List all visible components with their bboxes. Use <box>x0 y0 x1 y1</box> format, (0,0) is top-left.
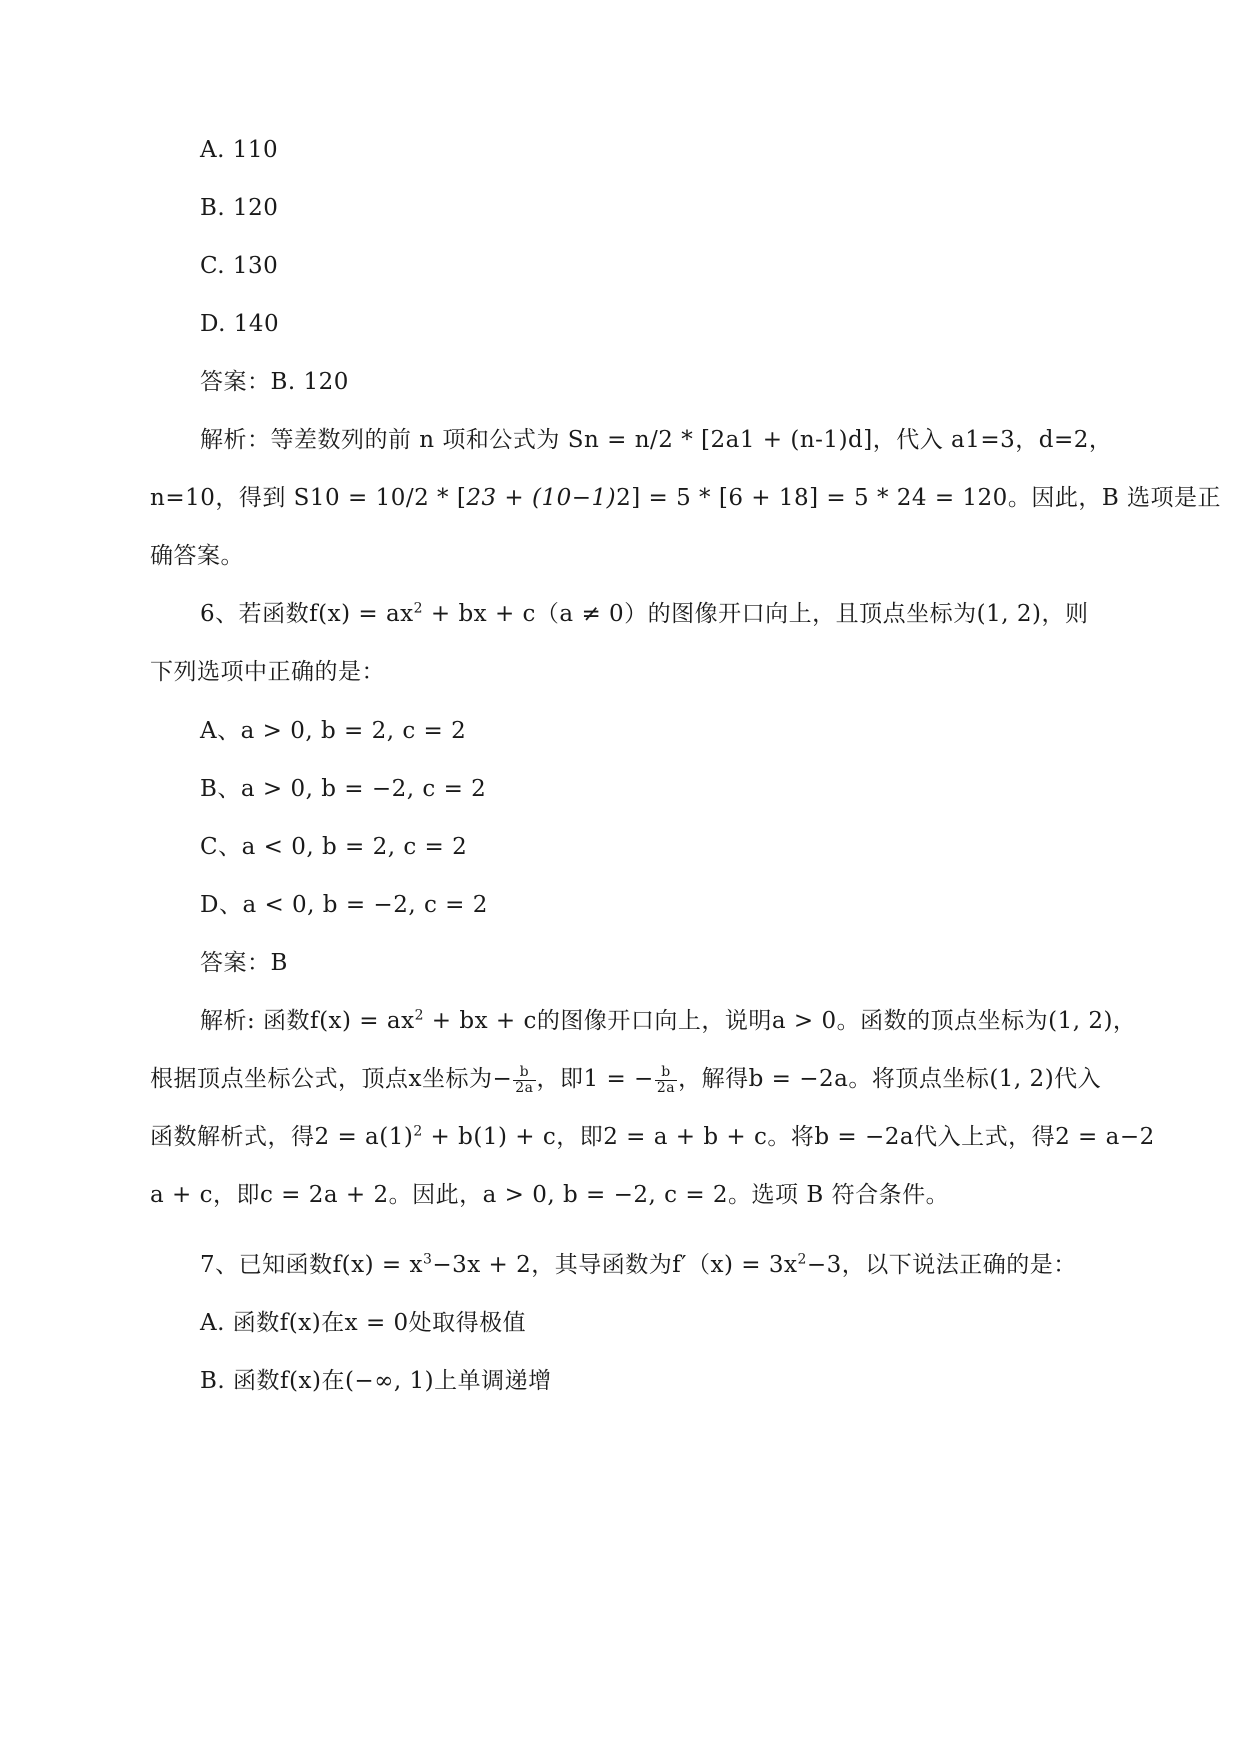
q6-analysis-text: 根据顶点坐标公式，顶点x坐标为− <box>150 1066 513 1092</box>
q5-option-c: C. 130 <box>200 253 279 279</box>
q7-stem-text: −3，以下说法正确的是： <box>806 1252 1077 1278</box>
superscript: 2 <box>414 1007 424 1024</box>
q6-answer: 答案：B <box>200 950 288 976</box>
q6-analysis-line-3 <box>150 1122 1155 1152</box>
fraction-denominator: 2a <box>515 1079 534 1096</box>
q6-stem-text: + bx + c（a ≠ 0）的图像开口向上，且顶点坐标为(1, 2)，则 <box>423 601 1089 627</box>
q6-stem-text: 6、若函数f(x) = ax <box>200 601 414 627</box>
fraction <box>513 1065 535 1096</box>
q5-analysis-line-3: 确答案。 <box>150 543 244 569</box>
q6-stem-line-1 <box>200 599 1089 629</box>
q6-analysis-line-4: a + c，即c = 2a + 2。因此，a > 0, b = −2, c = 2。选项 B 符合条件。 <box>150 1182 950 1208</box>
q7-option-b: B. 函数f(x)在(−∞, 1)上单调递增 <box>200 1368 552 1394</box>
superscript: 2 <box>413 1123 423 1140</box>
q6-analysis-line-2 <box>150 1064 1101 1096</box>
q5-analysis-text: n=10，得到 S10 = 10/2 * [ <box>150 485 467 511</box>
q7-stem-text: −3x + 2，其导函数为f′（x) = 3x <box>432 1252 798 1278</box>
superscript: 2 <box>797 1251 807 1268</box>
q6-option-d: D、a < 0, b = −2, c = 2 <box>200 892 488 918</box>
q5-analysis-italic: 23 + (10−1) <box>466 485 617 511</box>
q6-analysis-text: + b(1) + c，即2 = a + b + c。将b = −2a代入上式，得2 = a−2 <box>422 1124 1155 1150</box>
q6-analysis-text: + bx + c的图像开口向上，说明a > 0。函数的顶点坐标为(1, 2)， <box>424 1008 1137 1034</box>
fraction-numerator: b <box>513 1065 535 1081</box>
q5-option-a: A. 110 <box>200 137 279 163</box>
q6-analysis-text: 解析: 函数f(x) = ax <box>200 1008 415 1034</box>
q5-analysis-line-1: 解析：等差数列的前 n 项和公式为 Sn = n/2 * [2a1 + (n-1)d]，代入 a1=3，d=2， <box>200 427 1113 453</box>
q6-option-c: C、a < 0, b = 2, c = 2 <box>200 834 468 860</box>
q6-option-b: B、a > 0, b = −2, c = 2 <box>200 776 487 802</box>
q6-stem-line-2: 下列选项中正确的是： <box>150 659 385 685</box>
q5-option-d: D. 140 <box>200 311 280 337</box>
q7-option-a: A. 函数f(x)在x = 0处取得极值 <box>200 1310 527 1336</box>
fraction <box>655 1065 677 1096</box>
fraction-numerator: b <box>655 1065 677 1081</box>
q5-analysis-text: 2] = 5 * [6 + 18] = 5 * 24 = 120。因此，B 选项是正 <box>616 485 1222 511</box>
q6-analysis-text: 函数解析式，得2 = a(1) <box>150 1124 414 1150</box>
q7-stem <box>200 1250 1077 1280</box>
q5-answer: 答案：B. 120 <box>200 369 349 395</box>
q5-analysis-line-2 <box>150 483 1221 513</box>
fraction-denominator: 2a <box>656 1079 676 1096</box>
q7-stem-text: 7、已知函数f(x) = x <box>200 1252 423 1278</box>
q5-option-b: B. 120 <box>200 195 279 221</box>
superscript: 3 <box>422 1251 433 1268</box>
q6-analysis-line-1 <box>200 1006 1136 1036</box>
q6-analysis-text: ，即1 = − <box>536 1066 654 1092</box>
q6-analysis-text: ，解得b = −2a。将顶点坐标(1, 2)代入 <box>678 1066 1102 1092</box>
q6-option-a: A、a > 0, b = 2, c = 2 <box>200 718 467 744</box>
superscript: 2 <box>413 600 424 617</box>
